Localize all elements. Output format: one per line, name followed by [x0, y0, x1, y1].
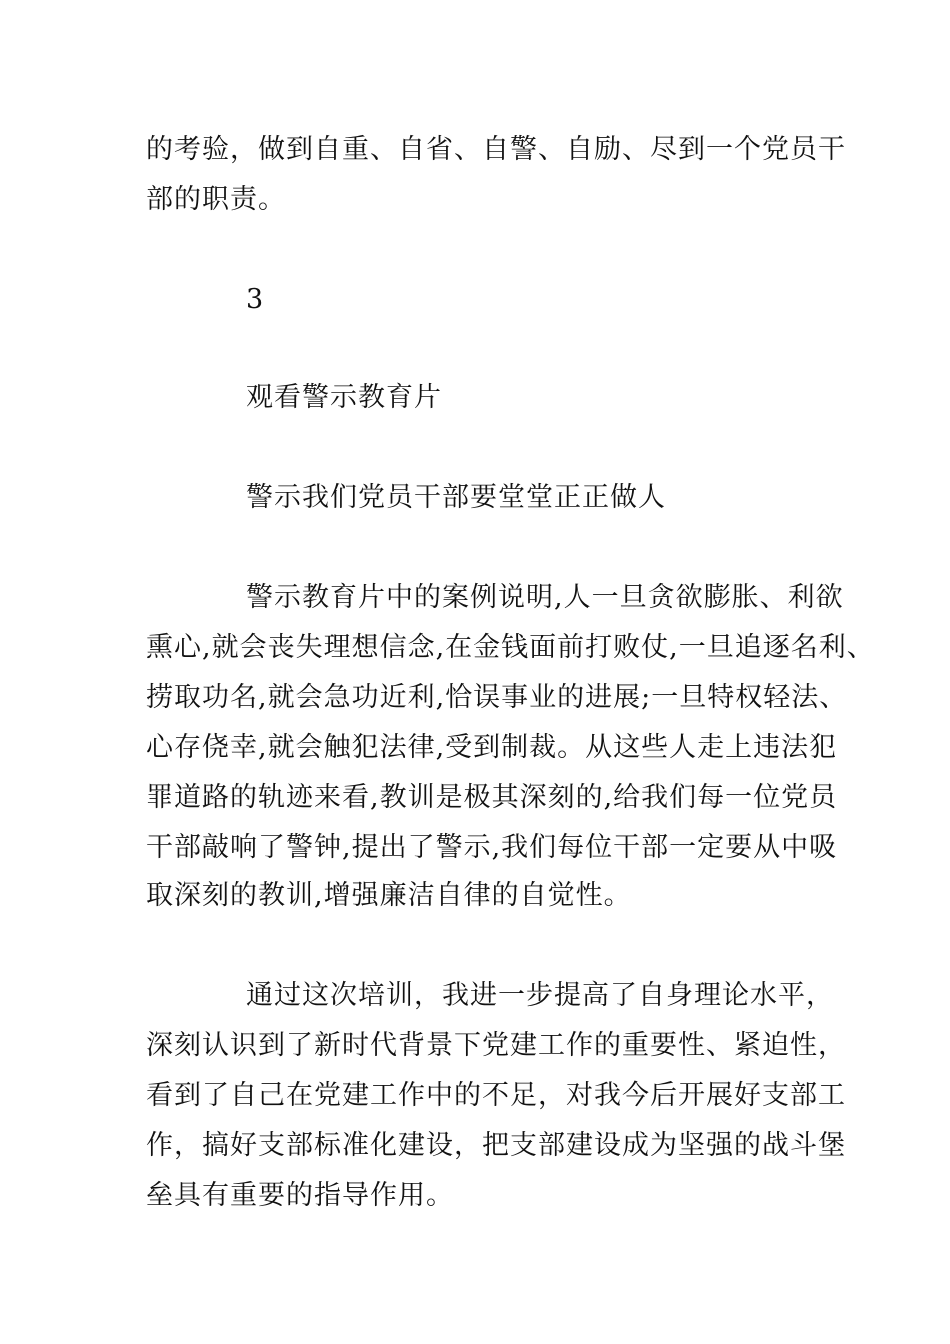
paragraph-line: 看到了自己在党建工作中的不足，对我今后开展好支部工	[146, 1080, 846, 1111]
section-number: 3	[246, 284, 265, 315]
paragraph-line: 熏心,就会丧失理想信念,在金钱面前打败仗,一旦追逐名利、	[146, 632, 875, 663]
paragraph-line: 捞取功名,就会急功近利,恰误事业的进展;一旦特权轻法、	[146, 682, 848, 713]
paragraph-line: 深刻认识到了新时代背景下党建工作的重要性、紧迫性，	[146, 1030, 846, 1061]
paragraph-line: 干部敲响了警钟,提出了警示,我们每位干部一定要从中吸	[146, 832, 838, 863]
paragraph-line: 部的职责。	[146, 184, 286, 215]
paragraph-line: 心存侥幸,就会触犯法律,受到制裁。从这些人走上违法犯	[146, 732, 838, 763]
paragraph-line: 的考验，做到自重、自省、自警、自励、尽到一个党员干	[146, 134, 846, 165]
paragraph-line: 取深刻的教训,增强廉洁自律的自觉性。	[146, 880, 632, 911]
paragraph-line: 通过这次培训，我进一步提高了自身理论水平，	[246, 980, 834, 1011]
paragraph-line: 警示教育片中的案例说明,人一旦贪欲膨胀、利欲	[246, 582, 844, 613]
section-heading: 观看警示教育片	[246, 382, 442, 413]
section-subheading: 警示我们党员干部要堂堂正正做人	[246, 482, 666, 513]
paragraph-line: 罪道路的轨迹来看,教训是极其深刻的,给我们每一位党员	[146, 782, 838, 813]
paragraph-line: 作，搞好支部标准化建设，把支部建设成为坚强的战斗堡	[146, 1130, 846, 1161]
paragraph-line: 垒具有重要的指导作用。	[146, 1180, 454, 1211]
